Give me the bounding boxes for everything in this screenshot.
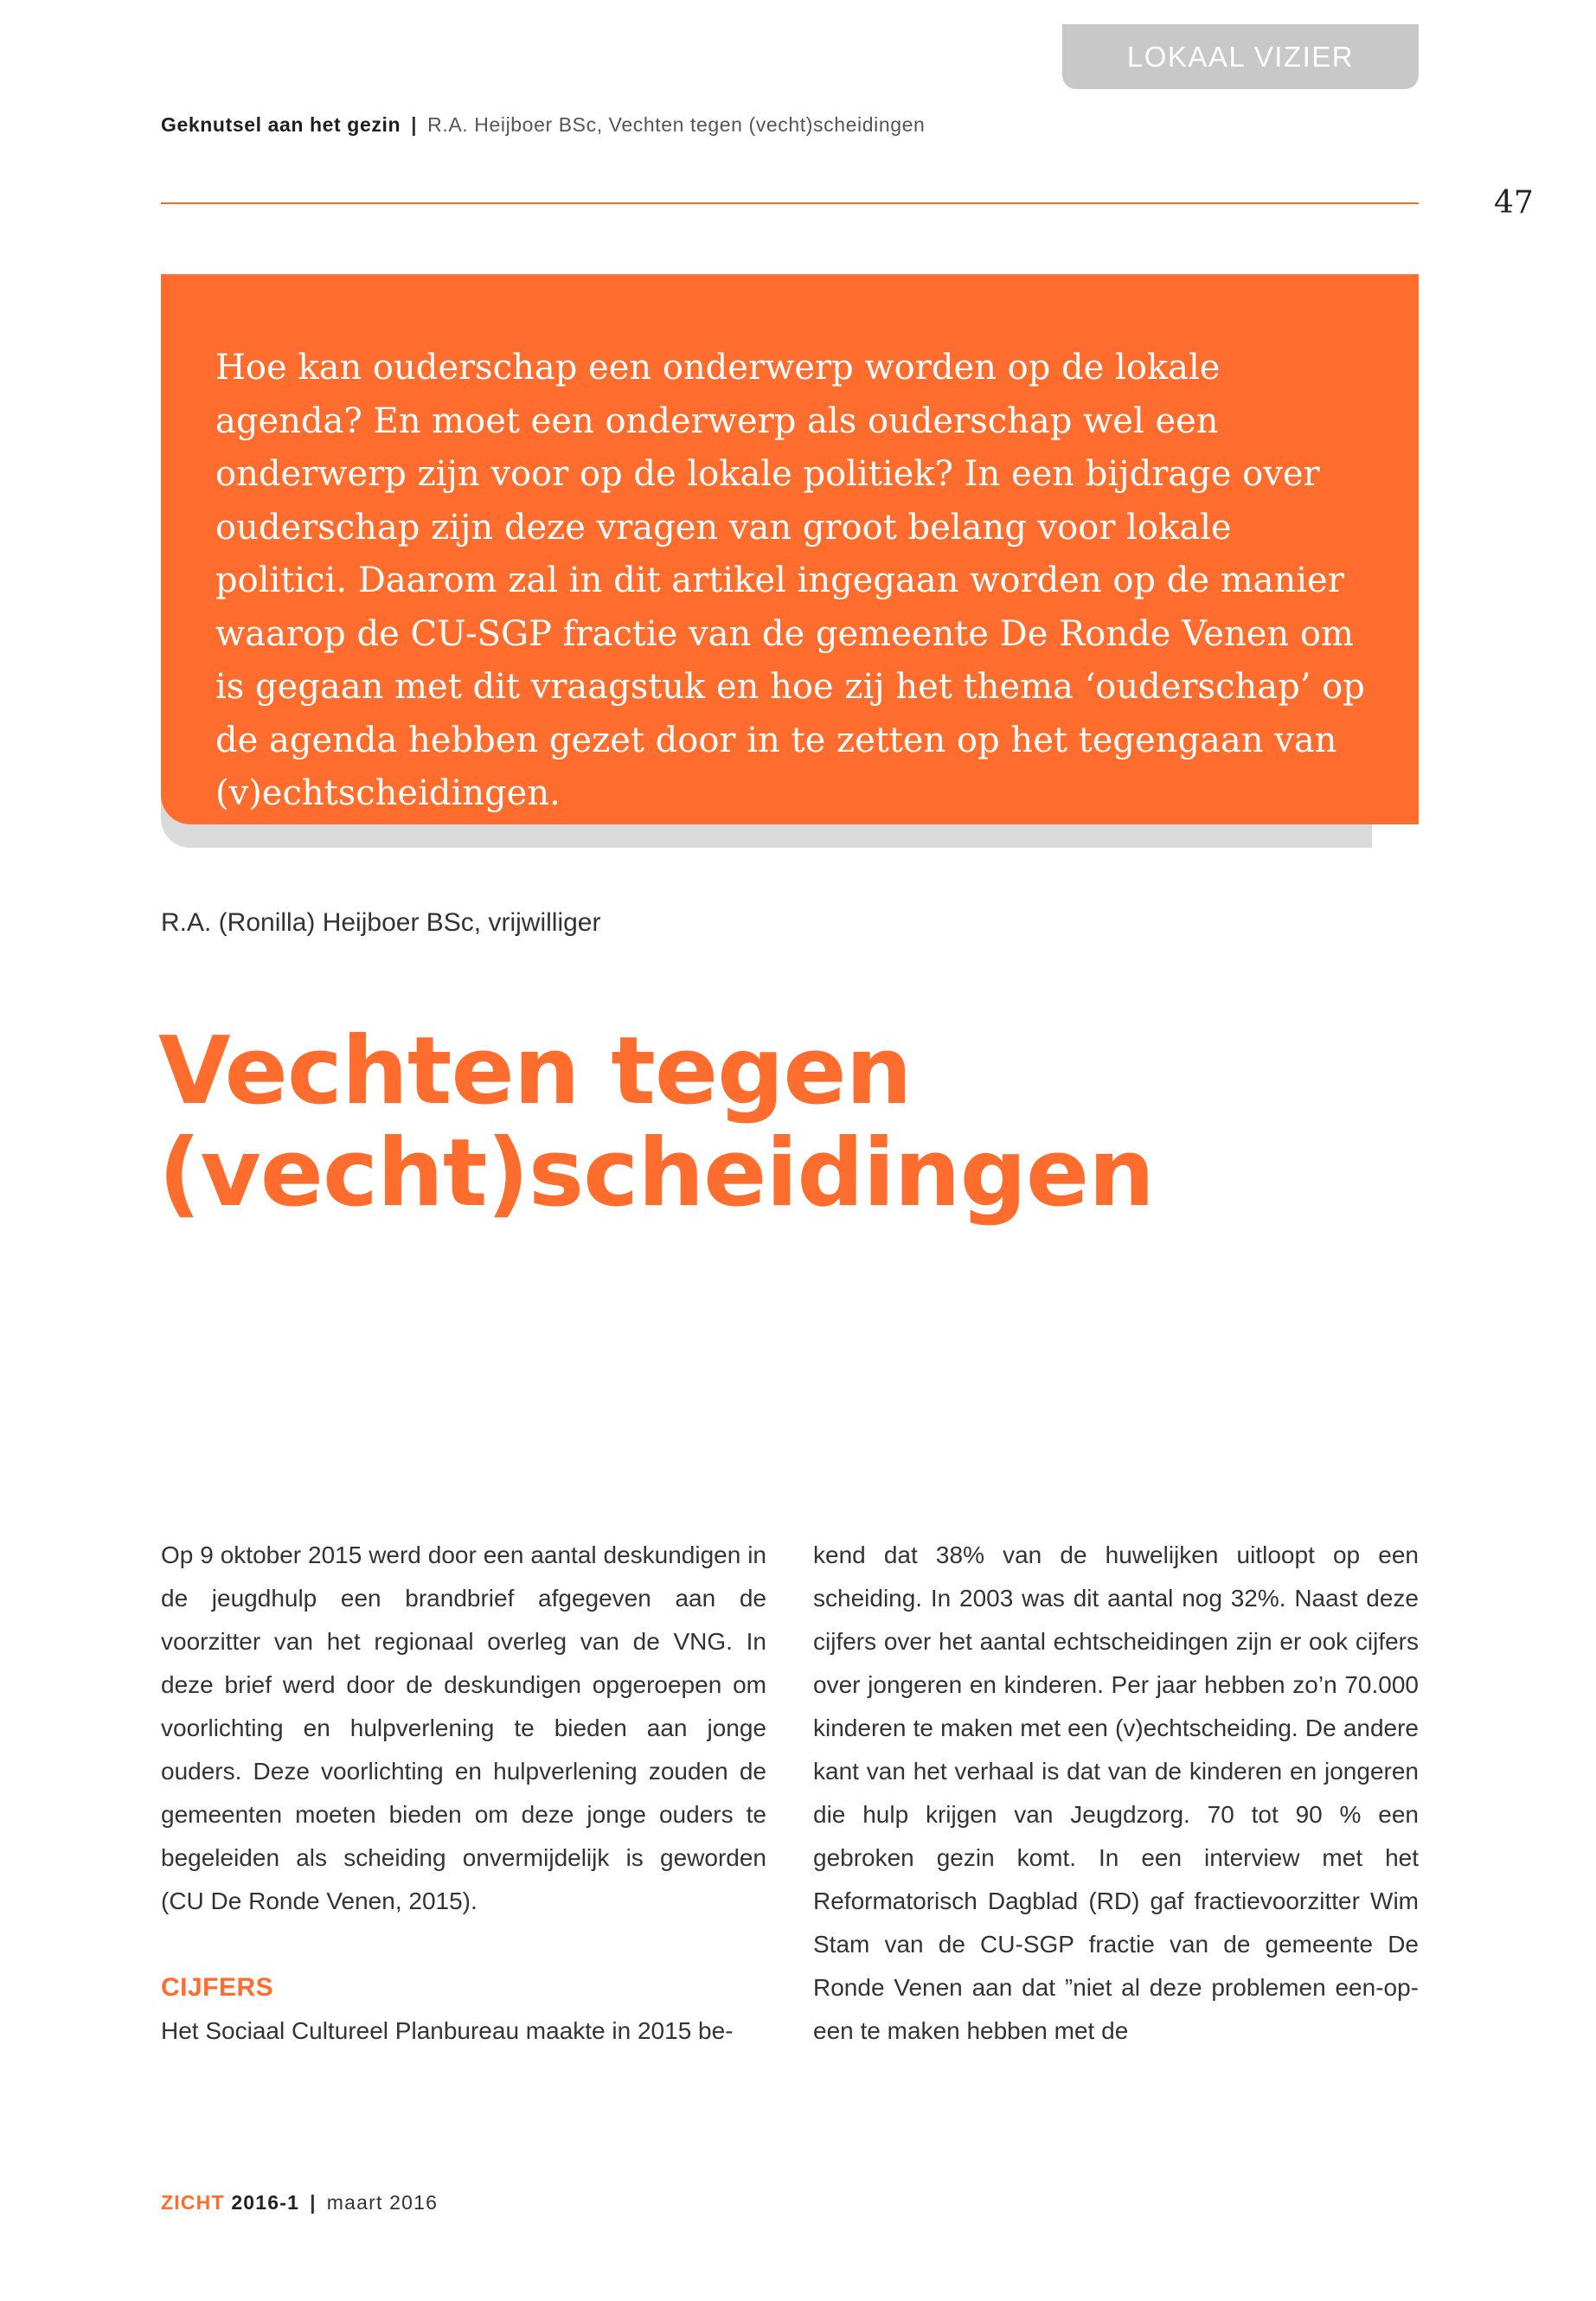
- footer-separator: |: [310, 2191, 317, 2214]
- page-footer: [161, 2191, 438, 2214]
- section-tab-label: LOKAAL VIZIER: [1126, 40, 1355, 73]
- lead-box: [161, 274, 1419, 824]
- body-paragraph: Op 9 oktober 2015 werd door een aantal deskundigen in de jeugdhulp een brandbrief afgegeven aan de voorzitter van het regionaal overleg van de VNG. In deze brief werd door de deskundigen opgeroepen om voorlichting en hulpverlening te bieden aan jonge ouders. Deze voorlichting en hulpverlening zouden de gemeenten moeten bieden om deze jonge ouders te begeleiden als scheiding onvermijdelijk is geworden (CU De Ronde Venen, 2015).: [161, 1541, 766, 1914]
- article-title: [158, 1017, 1155, 1227]
- section-tab: [1062, 24, 1419, 89]
- body-paragraph-continued: Het Sociaal Cultureel Planbureau maakte in 2015 be-: [161, 2017, 734, 2044]
- running-header: [161, 113, 925, 137]
- byline: R.A. (Ronilla) Heijboer BSc, vrijwilliger: [161, 908, 601, 937]
- body-column-left: [161, 1534, 766, 2053]
- body-paragraph: kend dat 38% van de huwelijken uitloopt op een scheiding. In 2003 was dit aantal nog 32%. Naast deze cijfers over het aantal echtscheidingen zijn er ook cijfers over jongeren en kinderen. Per jaar hebben zo’n 70.000 kinderen te maken met een (v)echtscheiding. De andere kant van het verhaal is dat van de kinderen en jongeren die hulp krijgen van Jeugdzorg. 70 tot 90 % een gebroken gezin komt. In een interview met het Reformatorisch Dagblad (RD) gaf fractievoorzitter Wim Stam van de CU-SGP fractie van de gemeente De Ronde Venen aan dat ”niet al deze problemen een-op-een te maken hebben met de: [813, 1541, 1419, 2044]
- body-column-right: [813, 1534, 1419, 2053]
- header-rule: [161, 202, 1419, 204]
- title-line-2: (vecht)scheidingen: [158, 1119, 1155, 1227]
- footer-issue: 2016-1: [231, 2191, 300, 2214]
- subhead-cijfers: CIJFERS: [161, 1973, 274, 2002]
- lead-text: Hoe kan ouderschap een onderwerp worden op de lokale agenda? En moet een onderwerp als ouderschap wel een onderwerp zijn voor op de lokale politiek? In een bijdrage over ouderschap zijn deze vragen van groot belang voor lokale politici. Daarom zal in dit artikel ingegaan worden op de manier waarop de CU-SGP fractie van de gemeente De Ronde Venen om is gegaan met dit vraagstuk en hoe zij het thema ‘ouderschap’ op de agenda hebben gezet door in te zetten op het tegengaan van (v)echtscheidingen.: [215, 348, 1365, 813]
- page-number: 47: [1494, 185, 1534, 221]
- header-section: Geknutsel aan het gezin: [161, 113, 401, 136]
- header-article-ref: R.A. Heijboer BSc, Vechten tegen (vecht)scheidingen: [427, 113, 926, 136]
- footer-brand: ZICHT: [161, 2191, 225, 2214]
- title-line-1: Vechten tegen: [158, 1017, 912, 1125]
- header-separator: |: [411, 113, 418, 136]
- footer-date: maart 2016: [326, 2191, 439, 2214]
